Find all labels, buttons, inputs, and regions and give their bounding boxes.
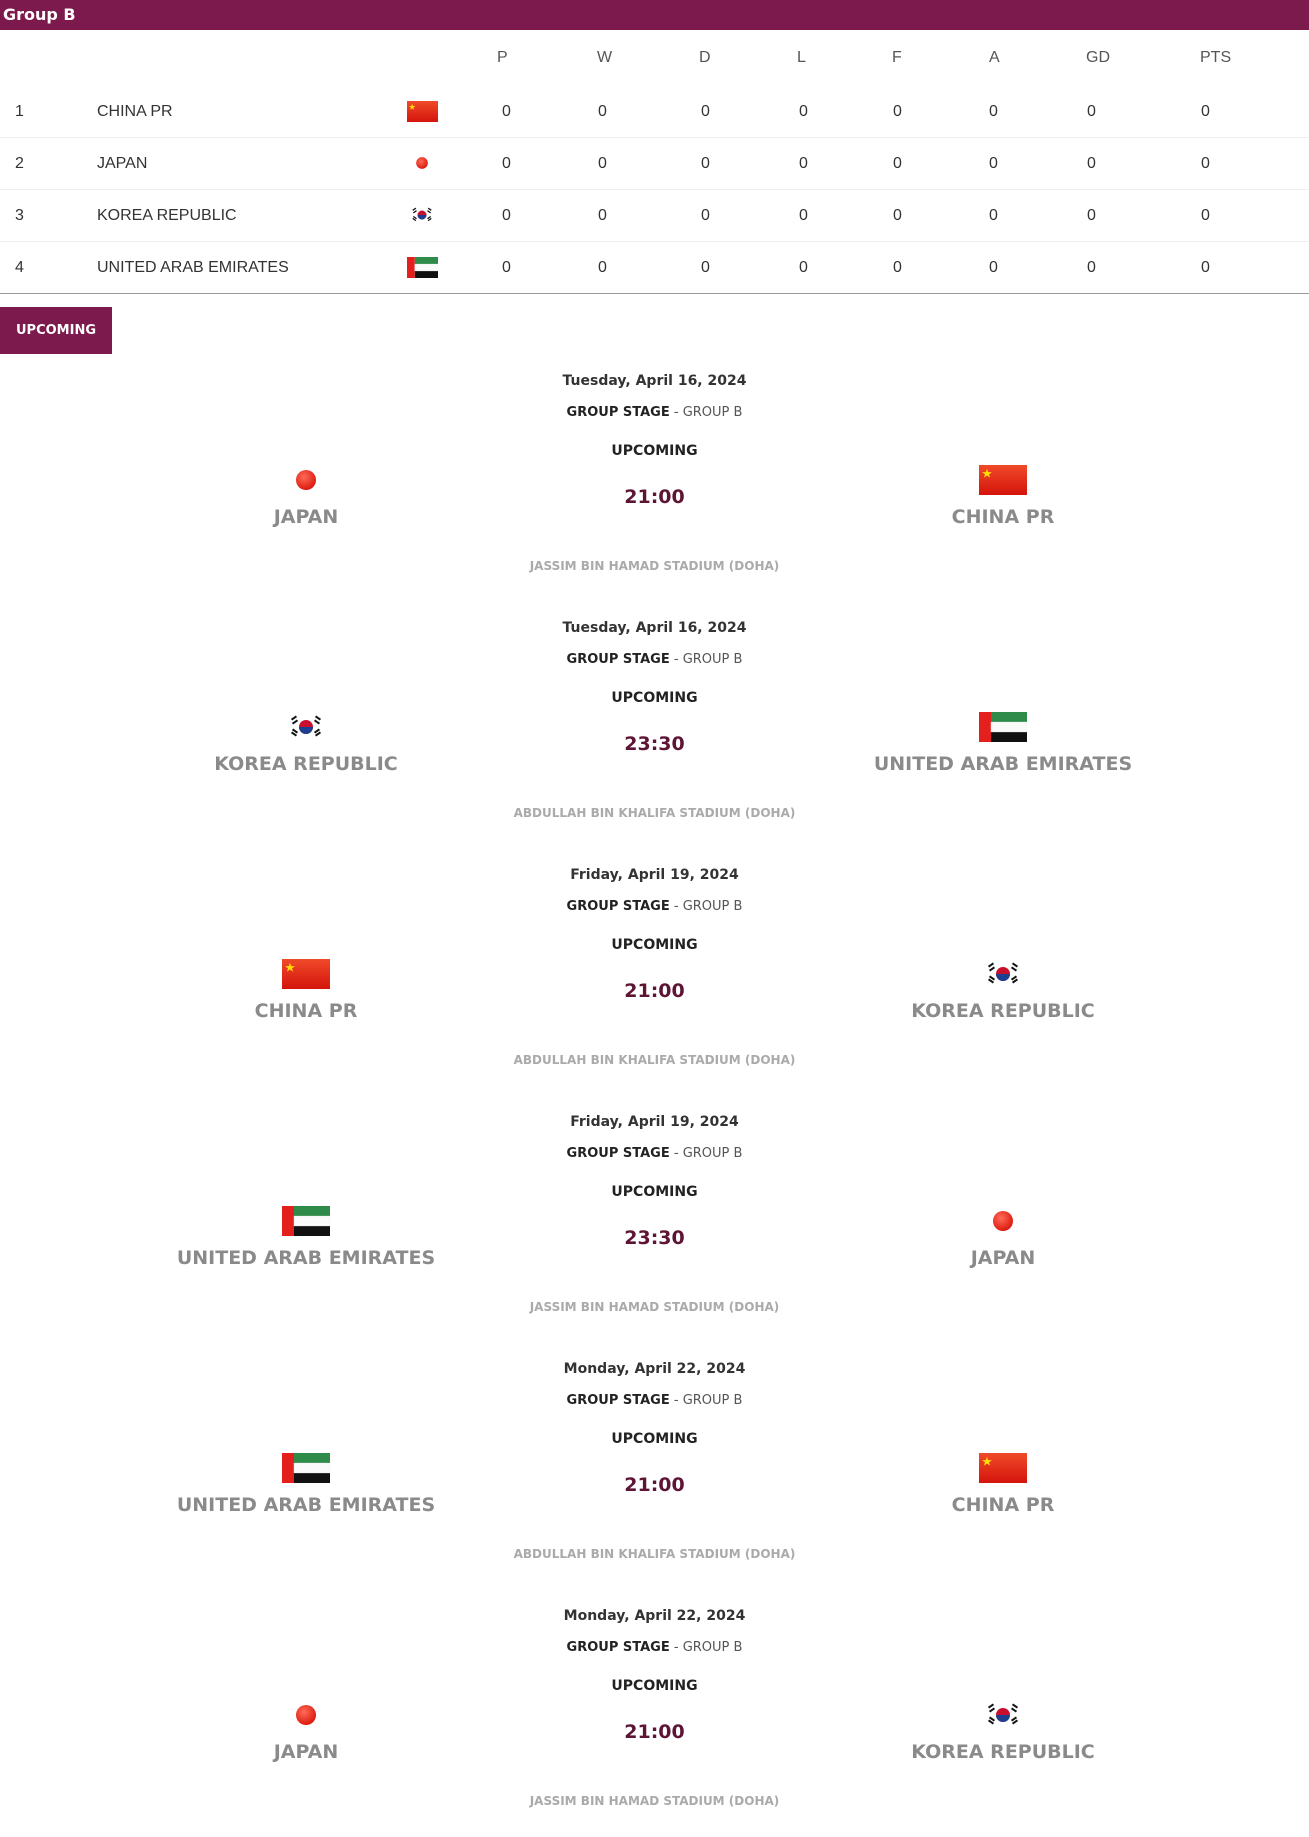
col-header-a: A [989,49,1000,66]
away-team[interactable] [793,464,1213,534]
standings-a-value: 0 [989,155,998,172]
home-team-name[interactable]: JAPAN [273,1741,339,1763]
match-group-label: GROUP B [682,652,743,667]
uae-flag-icon [96,1205,516,1237]
home-team[interactable] [96,1452,516,1522]
china-flag-icon [793,464,1213,496]
home-team-name[interactable]: CHINA PR [254,1000,358,1022]
match-venue: ABDULLAH BIN KHALIFA STADIUM (DOHA) [513,1547,796,1561]
match-card[interactable] [0,864,1309,1111]
match-card[interactable] [0,1111,1309,1358]
home-team-name[interactable]: UNITED ARAB EMIRATES [176,1247,436,1269]
standings-f-value: 0 [893,103,902,120]
match-stage [0,1640,1309,1655]
away-team-name[interactable]: KOREA REPUBLIC [911,1741,1095,1763]
match-stage-label: GROUP STAGE [566,899,670,914]
match-venue: ABDULLAH BIN KHALIFA STADIUM (DOHA) [513,806,796,820]
standings-w-value: 0 [598,259,607,276]
match-card[interactable] [0,617,1309,864]
japan-flag-icon [793,1205,1213,1237]
match-status: UPCOMING [611,443,698,459]
standings-position: 4 [15,259,24,276]
match-group-label: GROUP B [682,405,743,420]
standings-position: 2 [15,155,24,172]
standings-team-name[interactable]: CHINA PR [97,103,173,120]
away-team[interactable] [793,1205,1213,1275]
japan-flag-icon [96,1699,516,1731]
standings-a-value: 0 [989,259,998,276]
away-team-name[interactable]: CHINA PR [951,506,1055,528]
match-status: UPCOMING [611,1184,698,1200]
match-group-label: GROUP B [682,899,743,914]
match-kickoff-time: 23:30 [624,733,685,755]
match-kickoff-time: 21:00 [624,1721,685,1743]
standings-pts-value: 0 [1201,155,1210,172]
korea-flag-icon [793,1699,1213,1731]
match-stage-label: GROUP STAGE [566,405,670,420]
uae-flag-icon [96,1452,516,1484]
standings-team-name[interactable]: KOREA REPUBLIC [97,207,237,224]
home-team-name[interactable]: UNITED ARAB EMIRATES [176,1494,436,1516]
match-kickoff-time: 21:00 [624,980,685,1002]
match-date: Monday, April 22, 2024 [563,1361,746,1377]
away-team[interactable] [793,958,1213,1028]
korea-flag-icon [406,204,438,226]
standings-d-value: 0 [701,259,710,276]
match-card[interactable] [0,1358,1309,1605]
korea-flag-icon [793,958,1213,990]
away-team-name[interactable]: JAPAN [970,1247,1036,1269]
match-stage [0,899,1309,914]
standings-p-value: 0 [502,155,511,172]
match-date: Friday, April 19, 2024 [570,1114,739,1130]
standings-row[interactable] [0,86,1309,138]
away-team[interactable] [793,711,1213,781]
standings-w-value: 0 [598,155,607,172]
standings-gd-value: 0 [1087,155,1096,172]
stage-separator: - [669,899,683,914]
home-team[interactable] [96,1699,516,1769]
home-team-name[interactable]: KOREA REPUBLIC [214,753,398,775]
col-header-pts: PTS [1200,49,1232,66]
standings-a-value: 0 [989,207,998,224]
home-team[interactable] [96,1205,516,1275]
home-team-name[interactable]: JAPAN [273,506,339,528]
match-stage [0,405,1309,420]
standings-pts-value: 0 [1201,259,1210,276]
match-stage-label: GROUP STAGE [566,652,670,667]
china-flag-icon [406,100,438,122]
standings-row[interactable] [0,190,1309,242]
standings-f-value: 0 [893,207,902,224]
standings-pts-value: 0 [1201,103,1210,120]
standings-pts-value: 0 [1201,207,1210,224]
match-card[interactable] [0,370,1309,617]
standings-d-value: 0 [701,207,710,224]
stage-separator: - [669,1146,683,1161]
match-date: Friday, April 19, 2024 [570,867,739,883]
col-header-w: W [597,49,613,66]
china-flag-icon [793,1452,1213,1484]
match-card[interactable] [0,1605,1309,1837]
match-stage [0,652,1309,667]
stage-separator: - [669,1393,683,1408]
match-date: Tuesday, April 16, 2024 [562,620,747,636]
standings-position: 1 [15,103,24,120]
uae-flag-icon [793,711,1213,743]
stage-separator: - [669,405,683,420]
away-team-name[interactable]: CHINA PR [951,1494,1055,1516]
standings-l-value: 0 [799,103,808,120]
home-team[interactable] [96,711,516,781]
uae-flag-icon [406,256,438,278]
standings-a-value: 0 [989,103,998,120]
col-header-d: D [699,49,711,66]
stage-separator: - [669,652,683,667]
standings-row[interactable] [0,242,1309,294]
col-header-l: L [797,49,806,66]
match-stage-label: GROUP STAGE [566,1640,670,1655]
match-kickoff-time: 21:00 [624,486,685,508]
standings-w-value: 0 [598,207,607,224]
group-title: Group B [0,0,1309,30]
standings-p-value: 0 [502,103,511,120]
standings-team-name[interactable]: JAPAN [97,155,148,172]
match-kickoff-time: 23:30 [624,1227,685,1249]
standings-l-value: 0 [799,155,808,172]
match-venue: ABDULLAH BIN KHALIFA STADIUM (DOHA) [513,1053,796,1067]
match-status: UPCOMING [611,1678,698,1694]
match-status: UPCOMING [611,937,698,953]
match-stage-label: GROUP STAGE [566,1146,670,1161]
match-stage-label: GROUP STAGE [566,1393,670,1408]
standings-p-value: 0 [502,207,511,224]
standings-p-value: 0 [502,259,511,276]
stage-separator: - [669,1640,683,1655]
match-date: Monday, April 22, 2024 [563,1608,746,1624]
col-header-gd: GD [1086,49,1110,66]
tab-upcoming[interactable]: UPCOMING [0,307,112,354]
match-venue: JASSIM BIN HAMAD STADIUM (DOHA) [529,1794,780,1808]
korea-flag-icon [96,711,516,743]
standings-l-value: 0 [799,207,808,224]
match-status: UPCOMING [611,1431,698,1447]
standings-f-value: 0 [893,155,902,172]
away-team[interactable] [793,1452,1213,1522]
japan-flag-icon [96,464,516,496]
match-stage [0,1146,1309,1161]
away-team-name[interactable]: KOREA REPUBLIC [911,1000,1095,1022]
home-team[interactable] [96,464,516,534]
col-header-p: P [497,49,508,66]
standings-d-value: 0 [701,155,710,172]
standings-header-row [0,30,1309,86]
standings-row[interactable] [0,138,1309,190]
standings-gd-value: 0 [1087,103,1096,120]
match-kickoff-time: 21:00 [624,1474,685,1496]
away-team-name[interactable]: UNITED ARAB EMIRATES [873,753,1133,775]
standings-position: 3 [15,207,24,224]
match-stage [0,1393,1309,1408]
col-header-f: F [892,49,902,66]
match-venue: JASSIM BIN HAMAD STADIUM (DOHA) [529,1300,780,1314]
match-group-label: GROUP B [682,1640,743,1655]
match-date: Tuesday, April 16, 2024 [562,373,747,389]
standings-f-value: 0 [893,259,902,276]
match-group-label: GROUP B [682,1393,743,1408]
home-team[interactable] [96,958,516,1028]
standings-w-value: 0 [598,103,607,120]
match-status: UPCOMING [611,690,698,706]
japan-flag-icon [406,152,438,174]
standings-gd-value: 0 [1087,259,1096,276]
away-team[interactable] [793,1699,1213,1769]
standings-d-value: 0 [701,103,710,120]
standings-gd-value: 0 [1087,207,1096,224]
standings-l-value: 0 [799,259,808,276]
match-venue: JASSIM BIN HAMAD STADIUM (DOHA) [529,559,780,573]
match-group-label: GROUP B [682,1146,743,1161]
standings-team-name[interactable]: UNITED ARAB EMIRATES [97,259,289,276]
china-flag-icon [96,958,516,990]
